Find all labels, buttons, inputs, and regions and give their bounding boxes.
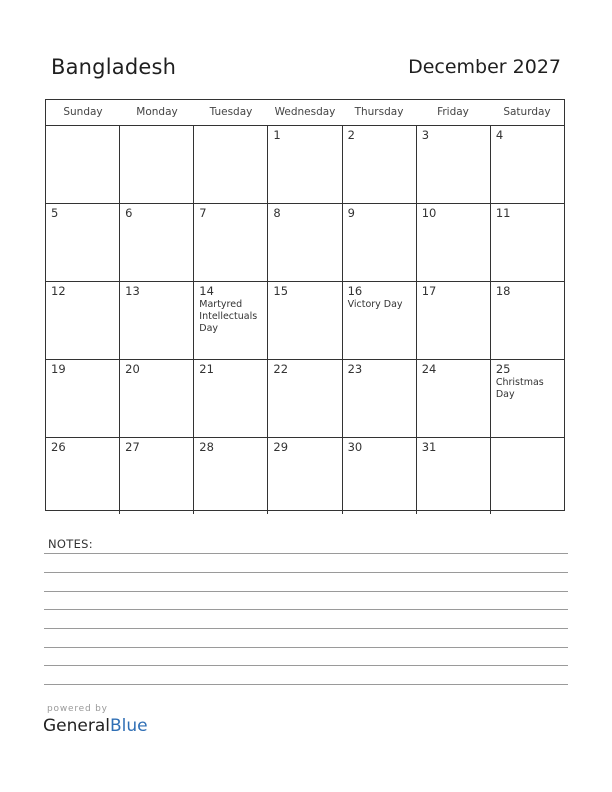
- day-cell: [416, 360, 490, 437]
- day-number: 29: [273, 440, 289, 454]
- day-cell: [416, 204, 490, 281]
- day-number: 27: [125, 440, 140, 454]
- day-cell: [342, 126, 416, 203]
- day-cell: [46, 282, 119, 359]
- note-line: [44, 553, 568, 554]
- month-title: December 2027: [408, 56, 561, 78]
- day-number: 4: [495, 128, 504, 142]
- weekday-label: Thursday: [354, 106, 404, 118]
- weekday-label: Sunday: [63, 106, 103, 118]
- notes-label: NOTES:: [48, 537, 93, 551]
- day-number: 26: [51, 440, 66, 454]
- day-number: 10: [421, 206, 437, 220]
- holiday-label: Martyred Intellectuals Day: [199, 299, 258, 334]
- day-cell: [119, 360, 193, 437]
- day-cell: [490, 360, 564, 437]
- day-number: 9: [347, 206, 355, 220]
- weekday-label: Wednesday: [274, 106, 336, 118]
- day-cell: [119, 282, 193, 359]
- day-cell: [119, 126, 193, 203]
- day-number: 30: [347, 440, 363, 454]
- day-cell: [267, 204, 341, 281]
- day-cell: [416, 126, 490, 203]
- note-line: [44, 628, 568, 629]
- weekday-label: Friday: [437, 106, 469, 118]
- day-cell: [267, 282, 341, 359]
- day-cell: [267, 438, 341, 514]
- holiday-label: Christmas Day: [495, 377, 544, 400]
- powered-by-text: powered by: [47, 704, 108, 714]
- day-cell: [416, 438, 490, 514]
- day-number: 13: [125, 284, 140, 298]
- day-cell: [267, 126, 341, 203]
- day-cell: [193, 204, 267, 281]
- generalblue-logo: [43, 716, 148, 736]
- note-line: [44, 591, 568, 592]
- day-cell: [342, 282, 416, 359]
- week-row: [46, 360, 564, 438]
- day-cell: [342, 360, 416, 437]
- day-number: 6: [125, 206, 133, 220]
- note-line: [44, 572, 568, 573]
- holiday-label: Victory Day: [347, 299, 403, 310]
- day-cell: [46, 204, 119, 281]
- day-cell: [46, 438, 119, 514]
- day-number: 12: [51, 284, 66, 298]
- day-number: 22: [273, 362, 289, 376]
- country-title: Bangladesh: [51, 55, 177, 79]
- day-cell: [193, 282, 267, 359]
- day-number: 21: [199, 362, 214, 376]
- day-cell: [193, 360, 267, 437]
- note-line: [44, 665, 568, 666]
- day-cell: [267, 360, 341, 437]
- day-cell: [46, 360, 119, 437]
- day-number: 28: [199, 440, 214, 454]
- day-number: 15: [273, 284, 289, 298]
- day-number: 24: [421, 362, 437, 376]
- day-cell: [342, 438, 416, 514]
- day-cell: [490, 126, 564, 203]
- week-row: [46, 438, 564, 514]
- day-number: 18: [495, 284, 511, 298]
- calendar-grid: [45, 99, 565, 511]
- day-cell: [193, 438, 267, 514]
- day-cell: [342, 204, 416, 281]
- day-cell: [490, 204, 564, 281]
- day-number: 3: [421, 128, 430, 142]
- day-cell: [490, 438, 564, 514]
- day-number: 31: [421, 440, 437, 454]
- day-number: 14: [199, 284, 214, 298]
- day-number: 17: [421, 284, 437, 298]
- day-number: 23: [347, 362, 363, 376]
- day-cell: [416, 282, 490, 359]
- week-row: [46, 282, 564, 360]
- day-cell: [119, 438, 193, 514]
- day-number: 1: [273, 128, 281, 142]
- weekday-label: Monday: [136, 106, 178, 118]
- brand-blue: Blue: [110, 716, 148, 736]
- weeks-container: [46, 126, 564, 514]
- day-number: 20: [125, 362, 140, 376]
- day-number: 2: [347, 128, 355, 142]
- note-line: [44, 647, 568, 648]
- day-cell: [193, 126, 267, 203]
- note-line: [44, 609, 568, 610]
- weekday-label: Saturday: [503, 106, 551, 118]
- day-cell: [119, 204, 193, 281]
- day-number: 7: [199, 206, 207, 220]
- day-cell: [46, 126, 119, 203]
- note-line: [44, 684, 568, 685]
- day-number: 16: [347, 284, 363, 298]
- day-number: 8: [273, 206, 281, 220]
- day-number: 11: [495, 206, 511, 220]
- day-number: 5: [51, 206, 59, 220]
- brand-general: General: [43, 716, 110, 736]
- weekday-label: Tuesday: [209, 106, 253, 118]
- day-number: 19: [51, 362, 66, 376]
- weekday-header: [46, 100, 564, 126]
- week-row: [46, 204, 564, 282]
- day-number: 25: [495, 362, 511, 376]
- day-cell: [490, 282, 564, 359]
- week-row: [46, 126, 564, 204]
